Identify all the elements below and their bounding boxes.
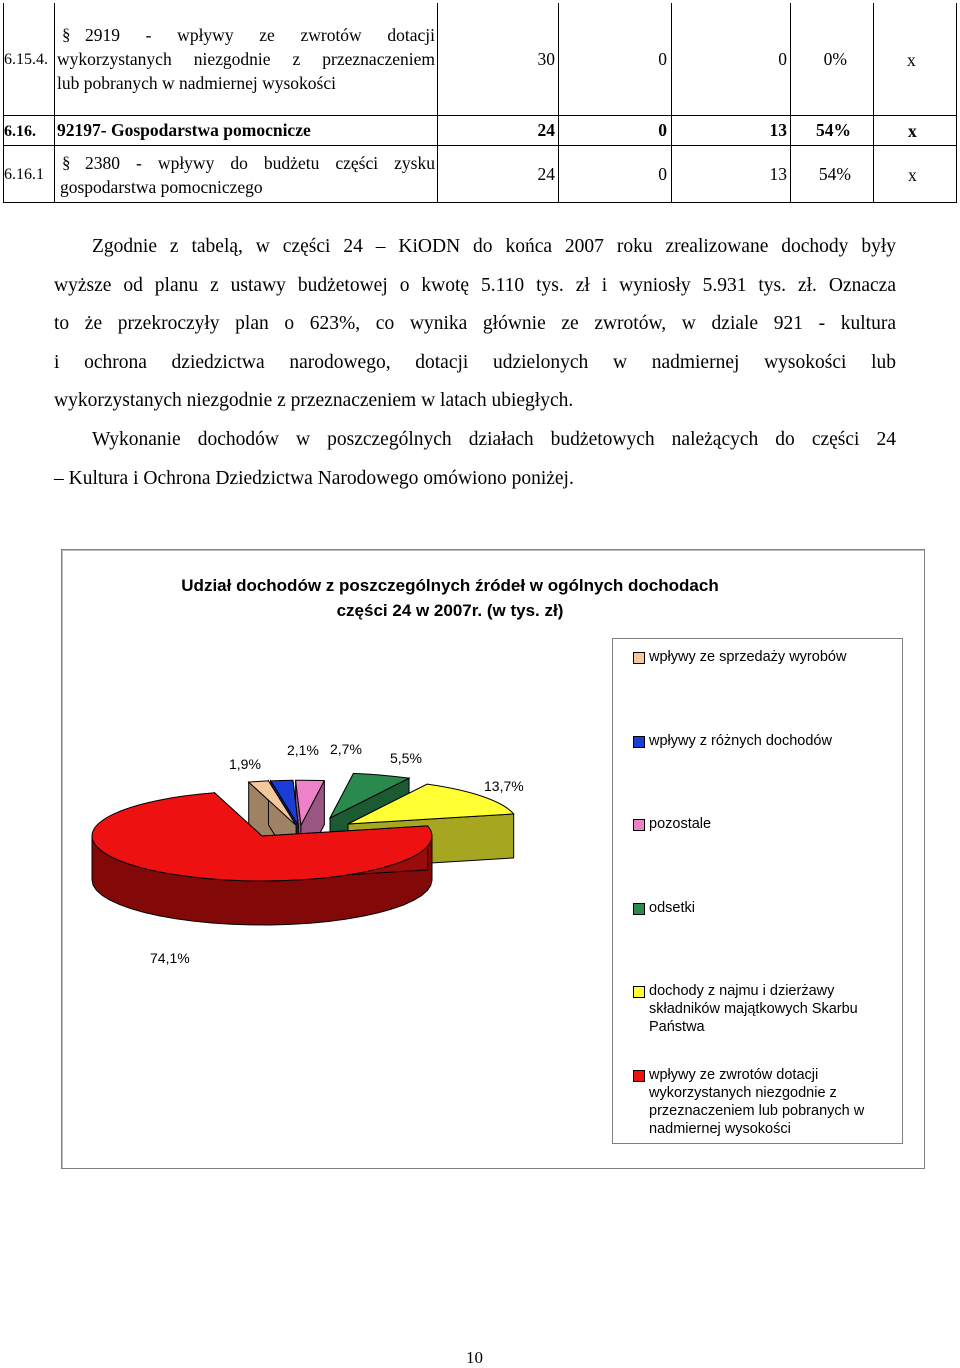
- legend-item: [633, 648, 883, 666]
- table-cell: 0: [778, 49, 787, 69]
- table-cell: 0: [658, 164, 667, 184]
- table-cell: 13: [769, 164, 787, 184]
- legend-label: dochody z najmu i dzierżawy: [649, 983, 835, 999]
- table-row-desc: 2380 - wpływy do budżetu części zysku: [85, 153, 435, 173]
- table-row-desc: gospodarstwa pomocniczego: [60, 177, 263, 197]
- pie-data-label: 74,1%: [150, 950, 190, 966]
- legend-swatch: [633, 736, 645, 748]
- section-icon: §: [62, 25, 71, 44]
- table-cell: 0%: [823, 49, 847, 69]
- legend-swatch: [633, 986, 645, 998]
- legend-item: [633, 1066, 883, 1138]
- chart-subtitle-line: części 24 w 2007r. (w tys. zł): [336, 601, 564, 620]
- table-cell: x: [908, 165, 917, 185]
- legend-swatch: [633, 903, 645, 915]
- legend-label: wpływy ze sprzedaży wyrobów: [649, 649, 847, 665]
- legend-label: pozostale: [649, 816, 712, 832]
- table-row-desc: lub pobranych w nadmiernej wysokości: [57, 73, 336, 93]
- table-cell: 54%: [816, 120, 851, 140]
- legend-swatch: [633, 819, 645, 831]
- pie-data-label: 5,5%: [390, 750, 422, 766]
- table-row-number: 6.15.4.: [4, 51, 48, 68]
- legend-label: wykorzystanych niezgodnie z: [649, 1085, 837, 1101]
- table-cell: 13: [769, 120, 787, 140]
- legend-label: odsetki: [649, 900, 695, 916]
- text-line: Wykonanie dochodów w poszczególnych działach budżetowych należących do części 24: [92, 429, 896, 450]
- table-row-number: 6.16.: [4, 123, 36, 140]
- legend-item: [633, 982, 883, 1036]
- text-line: – Kultura i Ochrona Dziedzictwa Narodowego omówiono poniżej.: [54, 467, 574, 489]
- text-line: to że przekroczyły plan o 623%, co wynika głównie ze zwrotów, w dziale 921 - kultura: [54, 313, 896, 334]
- legend-label: przeznaczeniem lub pobranych w: [649, 1103, 865, 1119]
- pie-data-label: 13,7%: [484, 778, 524, 794]
- legend-label: składników majątkowych Skarbu: [649, 1001, 858, 1017]
- table-cell: 24: [537, 164, 555, 184]
- legend-item: [633, 732, 883, 750]
- chart-title-line: Udział dochodów z poszczególnych źródeł w ogólnych dochodach: [181, 576, 719, 595]
- legend-label: nadmiernej wysokości: [649, 1121, 791, 1137]
- table-cell: 0: [658, 49, 667, 69]
- table-row-desc: wykorzystanych niezgodnie z przeznaczeniem: [57, 49, 435, 69]
- table-cell: 24: [537, 120, 555, 140]
- text-line: Zgodnie z tabelą, w części 24 – KiODN do końca 2007 roku zrealizowane dochody były: [92, 236, 896, 257]
- table-cell: x: [908, 121, 917, 141]
- legend-swatch: [633, 1070, 645, 1082]
- table-row-number: 6.16.1: [4, 166, 44, 183]
- table-cell: 0: [658, 120, 667, 140]
- page-number: 10: [466, 1348, 483, 1367]
- section-icon: §: [62, 153, 71, 172]
- table-cell: 30: [537, 49, 555, 69]
- table-cell: 54%: [818, 164, 851, 184]
- legend-label: Państwa: [649, 1019, 705, 1035]
- legend-label: wpływy ze zwrotów dotacji: [649, 1067, 819, 1083]
- text-line: wykorzystanych niezgodnie z przeznaczeniem w latach ubiegłych.: [54, 390, 574, 411]
- legend-item: [633, 815, 883, 833]
- legend-label: wpływy z różnych dochodów: [649, 733, 832, 749]
- table-row-desc: 2919 - wpływy ze zwrotów dotacji: [85, 25, 435, 45]
- legend-swatch: [633, 652, 645, 664]
- pie-data-label: 1,9%: [229, 756, 261, 772]
- table-cell: x: [907, 50, 916, 70]
- pie-data-label: 2,7%: [330, 741, 362, 757]
- table-row-desc: 92197- Gospodarstwa pomocnicze: [57, 120, 311, 140]
- pie-data-label: 2,1%: [287, 742, 319, 758]
- text-line: wyższe od planu z ustawy budżetowej o kwotę 5.110 tys. zł i wyniosły 5.931 tys. zł. Oznacza: [54, 274, 896, 296]
- text-line: i ochrona dziedzictwa narodowego, dotacji udzielonych w nadmiernej wysokości lub: [54, 351, 896, 373]
- legend-item: [633, 899, 883, 917]
